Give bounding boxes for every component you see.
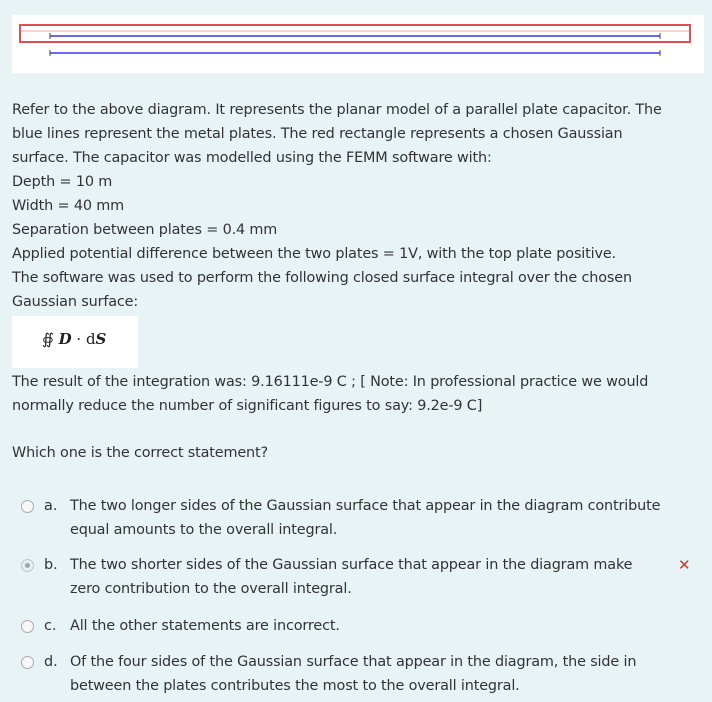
gaussian-surface-rect	[20, 25, 690, 42]
option-d[interactable]	[0, 650, 712, 702]
capacitor-diagram	[12, 15, 704, 73]
option-a[interactable]	[0, 494, 712, 546]
formula-d-vector: D	[58, 330, 72, 348]
option-b-text-line-1: The two shorter sides of the Gaussian surface that appear in the diagram make	[70, 557, 633, 573]
intro-line-2: blue lines represent the metal plates. The red rectangle represents a chosen Gaussian	[12, 126, 623, 142]
capacitor-diagram-svg	[12, 15, 704, 73]
option-a-radio[interactable]	[21, 500, 34, 513]
question-prompt: Which one is the correct statement?	[12, 445, 269, 461]
incorrect-icon: ✕	[678, 556, 691, 574]
result-line-2: normally reduce the number of significant figures to say: 9.2e-9 C]	[12, 398, 483, 414]
intro-line-8: The software was used to perform the following closed surface integral over the chosen	[12, 270, 632, 286]
intro-line-separation: Separation between plates = 0.4 mm	[12, 222, 278, 238]
result-line-1: The result of the integration was: 9.16111e-9 C ; [ Note: In professional practice we would	[12, 374, 649, 390]
option-a-text-line-1: The two longer sides of the Gaussian surface that appear in the diagram contribute	[70, 498, 661, 514]
option-d-text-line-2: between the plates contributes the most to the overall integral.	[70, 678, 520, 694]
option-d-letter: d.	[44, 654, 58, 670]
option-b-letter: b.	[44, 557, 58, 573]
option-c-radio[interactable]	[21, 620, 34, 633]
intro-line-width: Width = 40 mm	[12, 198, 124, 214]
formula-dot-d: · d	[71, 330, 96, 348]
formula-s-vector: S	[95, 330, 107, 348]
option-c-text-line-1: All the other statements are incorrect.	[70, 618, 340, 634]
closed-surface-integral-symbol: ∯	[42, 330, 54, 348]
option-b[interactable]	[0, 553, 712, 605]
formula-box	[12, 316, 138, 368]
option-d-radio[interactable]	[21, 656, 34, 669]
option-d-text-line-1: Of the four sides of the Gaussian surface that appear in the diagram, the side in	[70, 654, 637, 670]
intro-line-voltage: Applied potential difference between the two plates = 1V, with the top plate positive.	[12, 246, 616, 262]
intro-line-depth: Depth = 10 m	[12, 174, 113, 190]
option-c[interactable]	[0, 614, 712, 640]
option-b-radio[interactable]	[21, 559, 34, 572]
option-a-text-line-2: equal amounts to the overall integral.	[70, 522, 338, 538]
intro-line-3: surface. The capacitor was modelled using the FEMM software with:	[12, 150, 492, 166]
intro-line-1: Refer to the above diagram. It represents the planar model of a parallel plate capacitor. The	[12, 102, 662, 118]
intro-line-9: Gaussian surface:	[12, 294, 139, 310]
option-b-text-line-2: zero contribution to the overall integral.	[70, 581, 352, 597]
option-c-letter: c.	[44, 618, 57, 634]
option-a-letter: a.	[44, 498, 58, 514]
surface-integral-formula	[42, 330, 106, 348]
